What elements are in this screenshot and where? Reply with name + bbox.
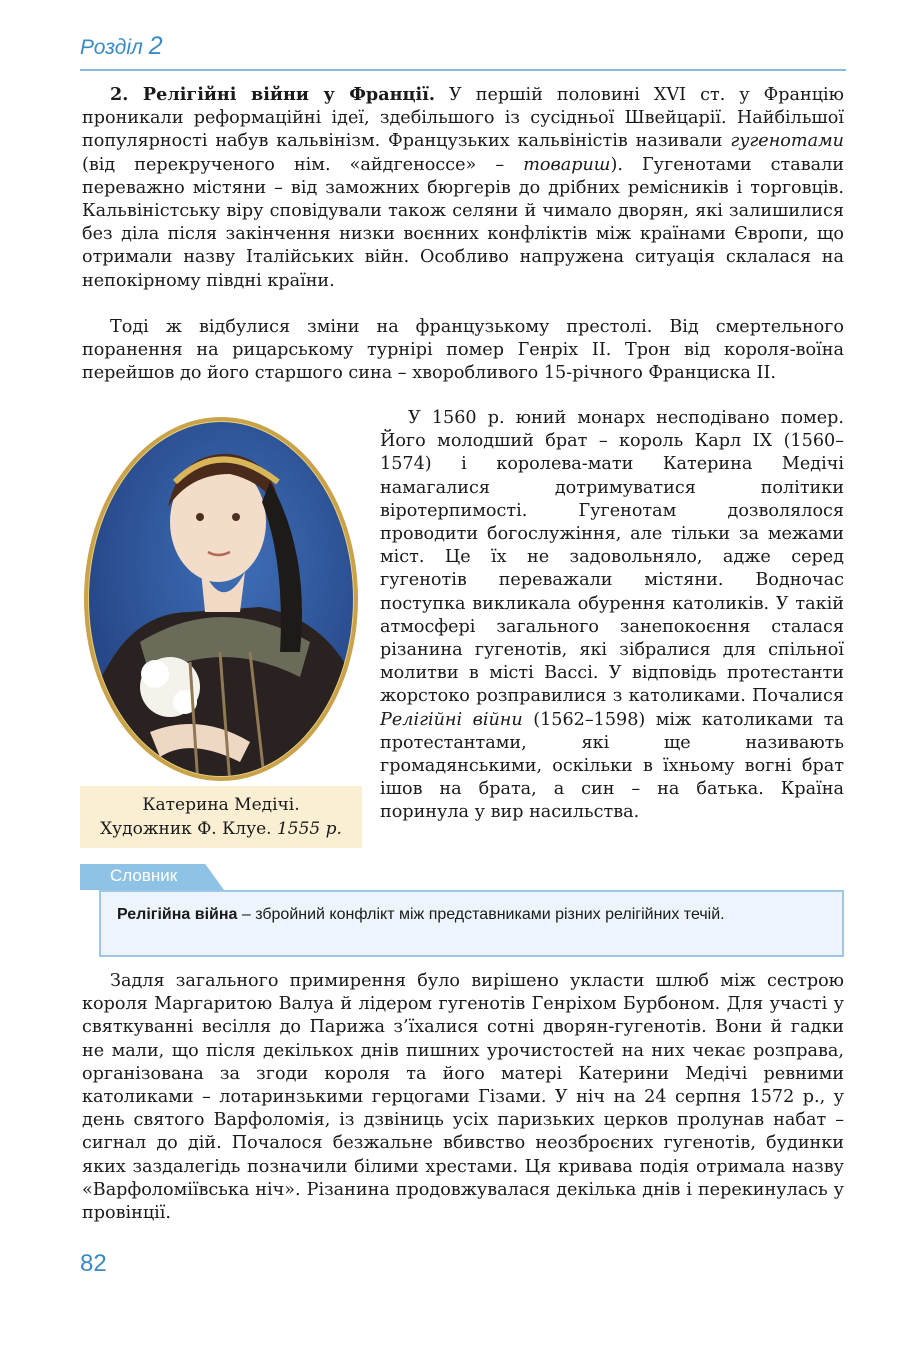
subsection-title: 2. Релігійні війни у Франції. (110, 84, 436, 105)
portrait-catherine-de-medici (80, 412, 362, 785)
dictionary-box (99, 890, 844, 957)
section-header (80, 32, 163, 61)
paragraph-text: (від перекрученого нім. «айдгеноссе» – (82, 154, 524, 175)
term-italic: товариш (523, 154, 611, 175)
caption-artist: Художник Ф. Клуе. (100, 819, 277, 839)
paragraph-text: ). Гугенотами ставали переважно містяни – від заможних бюргерів до дрібних ремісників і торговців. Кальвіністську віру сповідували також селяни й чимало дворян, які залишилися без діла після закінчення низки воєнних конфліктів між країнами Європи, що отримали назву Італійських війн. Особливо напружена ситуація склалася на непокірному півдні країни. (82, 154, 844, 291)
paragraph-charles-ix (380, 407, 844, 825)
dictionary-definition: – збройний конфлікт між представниками різних релігійних течій. (237, 906, 725, 923)
caption-year: 1555 р. (276, 819, 342, 839)
section-number: 2 (148, 32, 163, 60)
term-italic: Релігійні війни (380, 709, 523, 730)
paragraph-text: У 1560 р. юний монарх несподівано помер. Його молодший брат – король Карл IX (1560–1574) і королева-мати Катерина Медічі намагалися дотримуватися політики віротерпимості. Гугенотам дозволялося проводити богослужіння, але тільки за межами міст. Це їх не задовольняло, адже серед гугенотів переважали містяни. Водночас поступка викликала обурення католиків. У такій атмосфері загального занепокоєння сталася різанина гугенотів, які зібралися для спільної молитви в місті Вассі. У відповідь протестанти жорстоко розправилися з католиками. Почалися (380, 408, 844, 707)
portrait-caption (80, 786, 362, 848)
page-number: 82 (80, 1250, 107, 1277)
caption-line-1: Катерина Медічі. (142, 795, 300, 815)
paragraph-bartholomew-night: Задля загального примирення було вирішено укласти шлюб між сестрою короля Маргаритою Валуа й лідером гугенотів Генріхом Бурбоном. Для участі у святкуванні весілля до Парижа з’їхалися сотні дворян-гугенотів. Вони й гадки не мали, що після декількох днів пишних урочистостей на них чекає розправа, організована за згоди короля та його матері Катерини Медічі ревними католиками – лотаринзькими герцогами Гізами. У ніч на 24 серпня 1572 р., у день святого Варфоломія, із дзвіниць усіх паризьких церков пролунав набат – сигнал до дій. Почалося безжальне вбивство неозброєних гугенотів, будинки яких заздалегідь позначили білими хрестами. Ця кривава подія отримала назву «Варфоломіївська ніч». Різанина продовжувалася декілька днів і перекинулась у провінції. (82, 971, 844, 1224)
dictionary-tab-label: Словник (110, 866, 178, 885)
section-word: Розділ (80, 36, 143, 59)
paragraph-religious-wars-intro (82, 83, 844, 293)
paragraph-text: У першій половині XVI ст. у Францію проникали реформаційні ідеї, здебільшого із сусідньої Швейцарії. Найбільшої популярності набув кальвінізм. Французьких кальвіністів називали (82, 85, 844, 152)
paragraph-throne-change: Тоді ж відбулися зміни на французькому престолі. Від смертельного поранення на рицарському турнірі помер Генріх II. Трон від короля-воїна перейшов до його старшого сина – хворобливого 15-річного Франциска II. (82, 317, 844, 384)
header-divider (80, 69, 846, 71)
term-italic: гугенотами (730, 131, 844, 152)
caption-line-2 (80, 817, 362, 841)
paragraph-text: (1562–1598) між католиками та протестантами, які ще називають громадянськими, оскільки в їхньому вогні брат ішов на брата, а син – на батька. Країна поринула у вир насильства. (380, 709, 844, 823)
dictionary-term: Релігійна війна (117, 906, 238, 923)
